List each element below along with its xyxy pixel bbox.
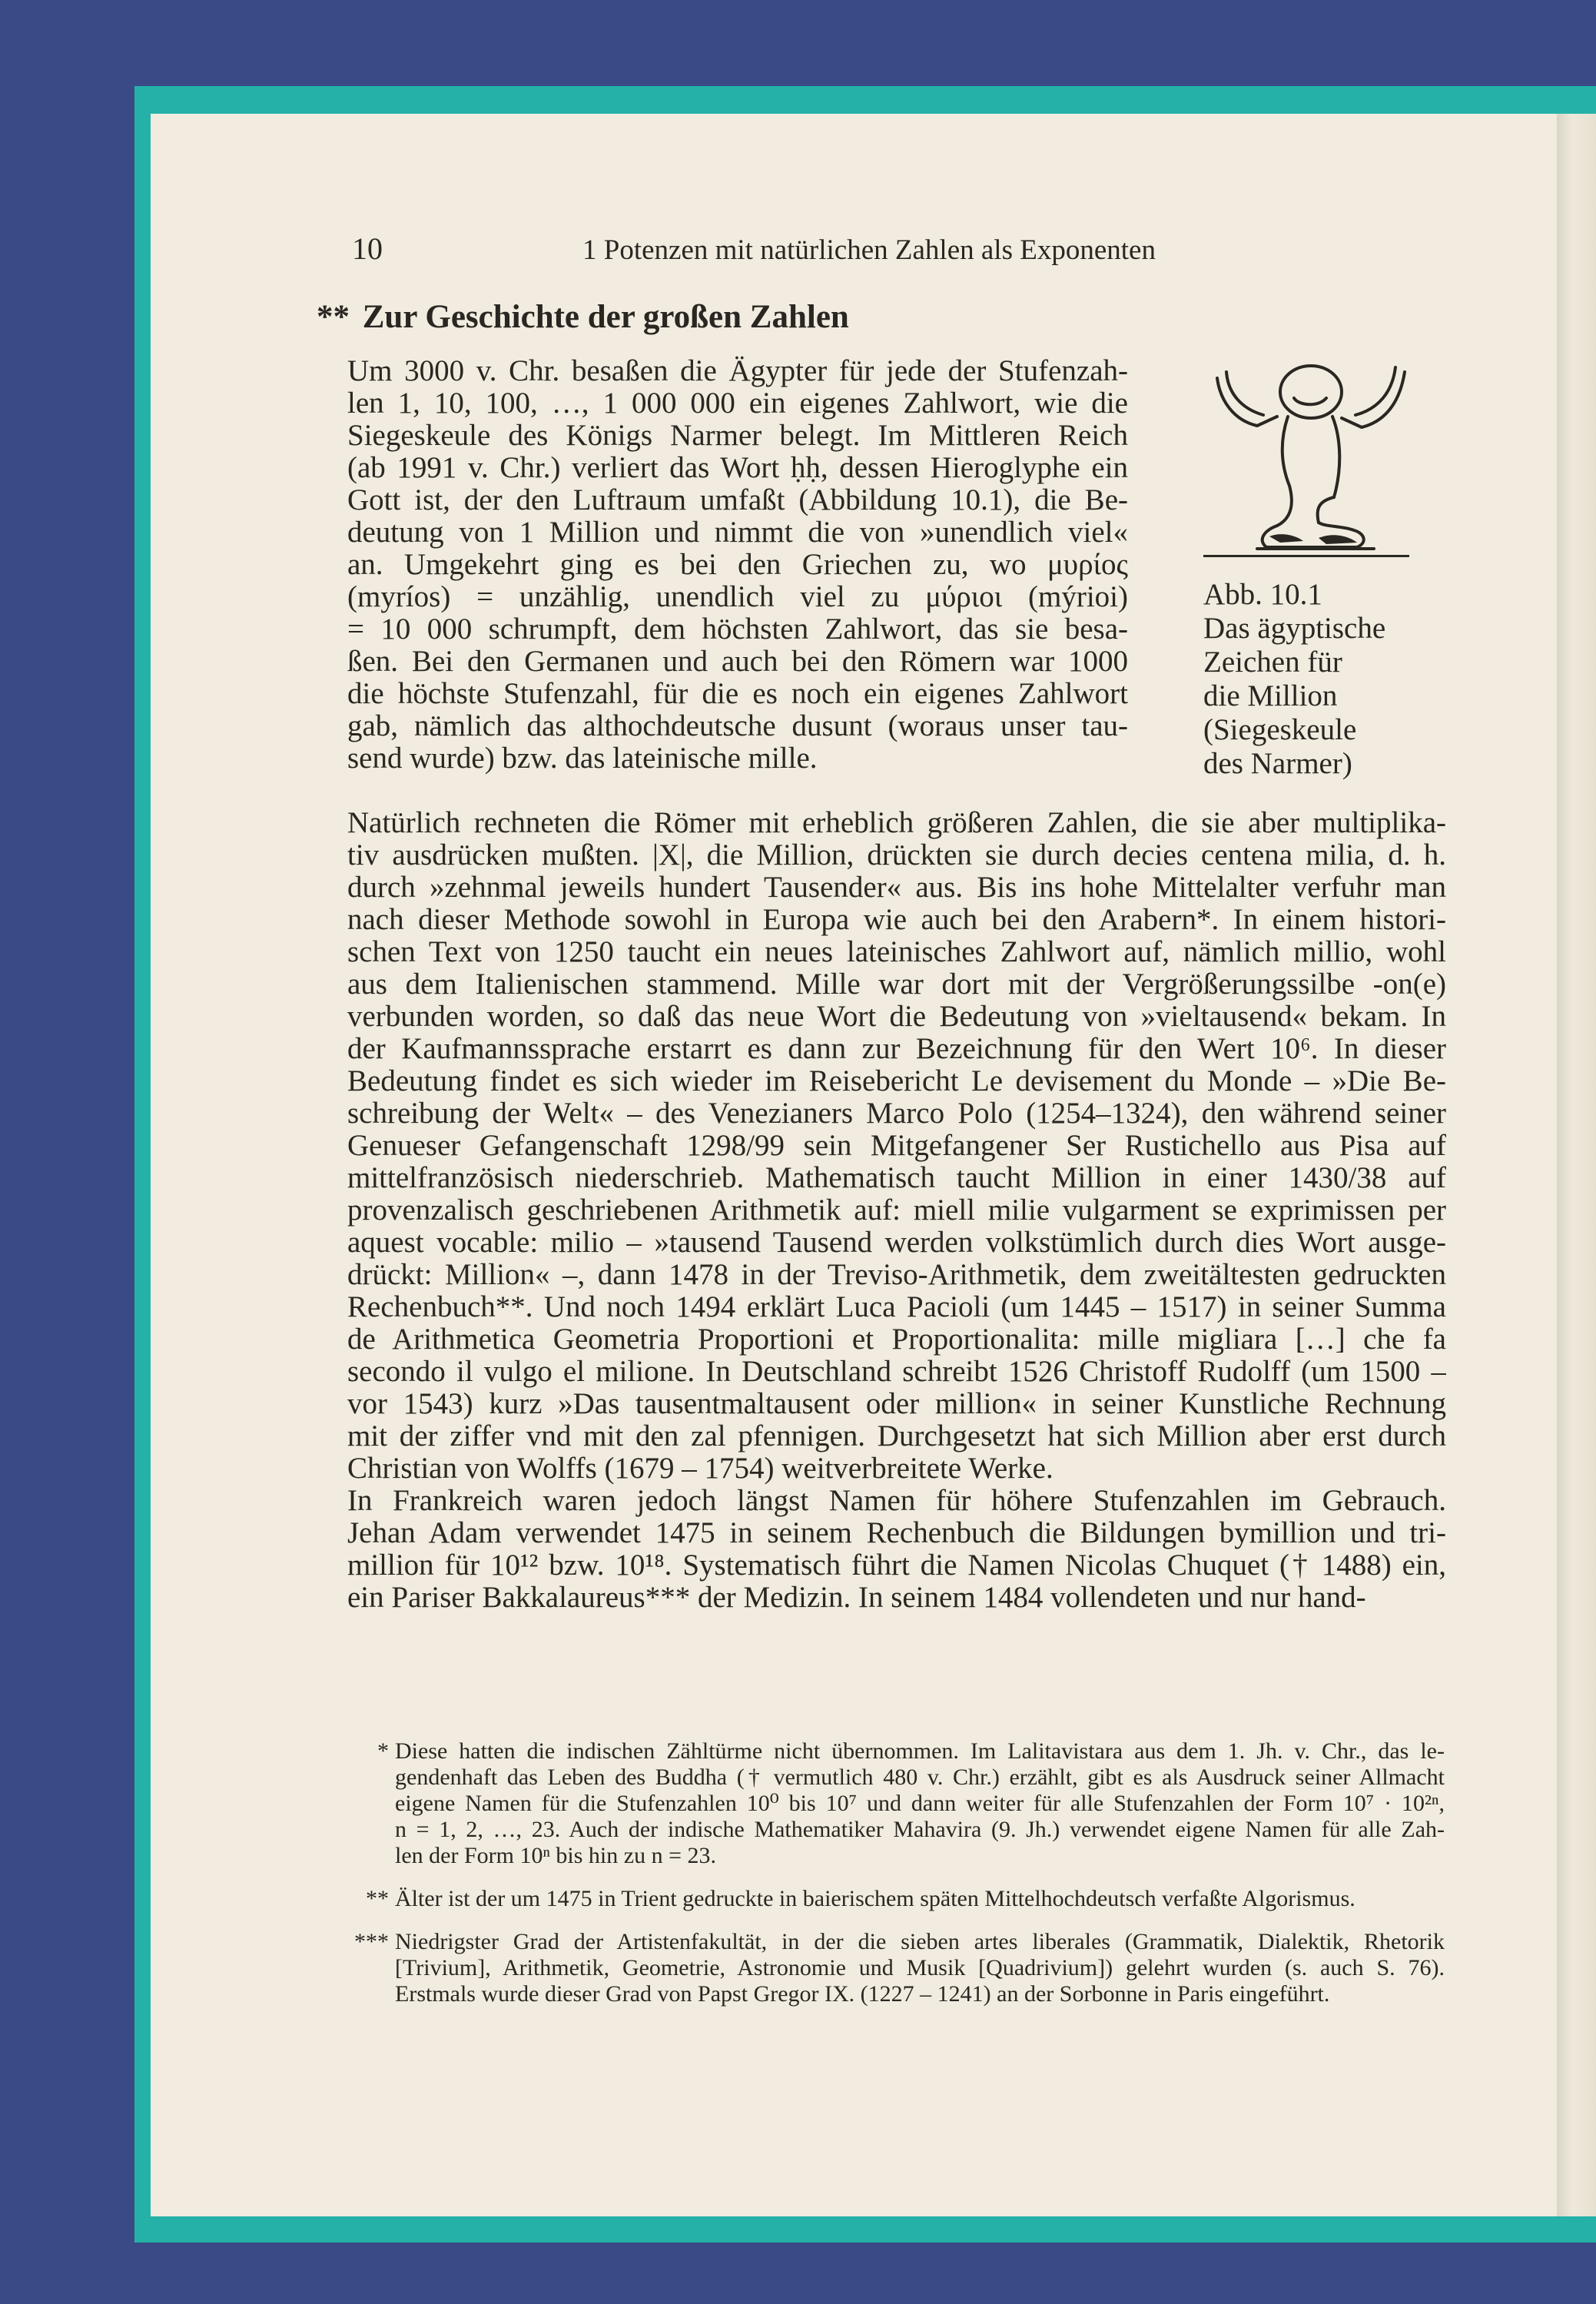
- footnote-line: len der Form 10ⁿ bis hin zu n = 23.: [395, 1843, 716, 1868]
- figure-caption: [1203, 578, 1480, 781]
- body-text-line: ein Pariser Bakkalaureus*** der Medizin. In seinem 1484 vollendeten und nur hand-: [347, 1582, 1366, 1614]
- figure-caption-line: Das ägyptische: [1203, 612, 1386, 645]
- body-text-line: secondo il vulgo el milione. In Deutschland schreibt 1526 Christoff Rudolff (um 1500 –: [347, 1356, 1446, 1388]
- body-text-line: Rechenbuch**. Und noch 1494 erklärt Luca Pacioli (um 1445 – 1517) in seiner Summa: [347, 1291, 1446, 1323]
- body-text-line: deutung von 1 Million und nimmt die von »unendlich viel«: [347, 516, 1128, 549]
- body-text-line: provenzalisch geschriebenen Arithmetik auf: miell milie vulgarment se exprimissen per: [347, 1194, 1446, 1227]
- body-text-line: tiv ausdrücken mußten. |X|, die Million, drückten sie durch decies centena milia, d. h.: [347, 839, 1446, 871]
- body-text-line: Bedeutung findet es sich wieder im Reisebericht Le devisement du Monde – »Die Be-: [347, 1065, 1446, 1097]
- body-text-line: Gott ist, der den Luftraum umfaßt (Abbildung 10.1), die Be-: [347, 484, 1128, 516]
- body-text-line: drückt: Million« –, dann 1478 in der Treviso-Arithmetik, dem zweitältesten gedruckten: [347, 1259, 1446, 1291]
- footnote-line: [Trivium], Arithmetik, Geometrie, Astronomie und Musik [Quadrivium]) gelehrt wurden (s. auch S. 76).: [395, 1955, 1445, 1980]
- body-text-line: die höchste Stufenzahl, für die es noch ein eigenes Zahlwort: [347, 678, 1128, 710]
- footnote-line: Diese hatten die indischen Zähltürme nicht übernommen. Im Lalitavistara aus dem 1. Jh. v. Chr., das le-: [395, 1738, 1445, 1764]
- body-text-line: (ab 1991 v. Chr.) verliert das Wort ḥḥ, dessen Hieroglyphe ein: [347, 452, 1128, 484]
- section-difficulty-stars: **: [317, 299, 350, 335]
- egyptian-hieroglyph-heh-icon: [1203, 355, 1418, 563]
- figure-caption-line: Zeichen für: [1203, 646, 1342, 679]
- body-text-line: durch »zehnmal jeweils hundert Tausender« aus. Bis ins hohe Mittelalter verfuhr man: [347, 871, 1446, 904]
- section-title-text: Zur Geschichte der großen Zahlen: [362, 299, 849, 335]
- body-text-line: Um 3000 v. Chr. besaßen die Ägypter für jede der Stufenzah-: [347, 355, 1128, 387]
- page-number: 10: [352, 231, 383, 266]
- body-text-line: nach dieser Methode sowohl in Europa wie auch bei den Arabern*. In einem histori-: [347, 904, 1446, 936]
- body-text-line: schen Text von 1250 taucht ein neues lateinisches Zahlwort auf, nämlich millio, wohl: [347, 936, 1446, 968]
- footnote-marker: *: [377, 1738, 389, 1764]
- footnotes: [338, 1738, 1445, 2024]
- body-text-line: mit der ziffer vnd mit den zal pfennigen. Durchgesetzt hat sich Million aber erst durch: [347, 1420, 1446, 1452]
- footnote: [338, 1886, 1445, 1912]
- body-text-wide-column: [347, 807, 1446, 1614]
- figure-caption-line: Abb. 10.1: [1203, 578, 1322, 611]
- body-text-line: gab, nämlich das althochdeutsche dusunt (woraus unser tau-: [347, 710, 1128, 742]
- section-title: [317, 298, 849, 336]
- footnote-line: Älter ist der um 1475 in Trient gedruckte in baierischem späten Mittelhochdeutsch verfaßte Algorismus.: [395, 1886, 1355, 1911]
- body-text-line: = 10 000 schrumpft, dem höchsten Zahlwort, das sie besa-: [347, 613, 1128, 646]
- body-text-line: de Arithmetica Geometria Proportioni et Proportionalita: mille migliara […] che fa: [347, 1323, 1446, 1356]
- body-text-line: send wurde) bzw. das lateinische mille.: [347, 742, 818, 775]
- body-text-line: schreibung der Welt« – des Venezianers Marco Polo (1254–1324), den während seiner: [347, 1097, 1446, 1130]
- footnote-line: gendenhaft das Leben des Buddha († vermutlich 480 v. Chr.) erzählt, gibt es als Ausdruck seiner Allmacht: [395, 1765, 1445, 1790]
- body-text-line: aus dem Italienischen stammend. Mille war dort mit der Vergrößerungssilbe -on(e): [347, 968, 1446, 1001]
- body-text-line: In Frankreich waren jedoch längst Namen für höhere Stufenzahlen im Gebrauch.: [347, 1485, 1446, 1517]
- footnote-line: eigene Namen für die Stufenzahlen 10⁰ bis 10⁷ und dann weiter für alle Stufenzahlen der Form 10⁷ · 10²ⁿ,: [395, 1791, 1445, 1816]
- body-text-narrow-column: [347, 355, 1128, 775]
- body-text-line: len 1, 10, 100, …, 1 000 000 ein eigenes Zahlwort, wie die: [347, 387, 1128, 420]
- footnote-line: n = 1, 2, …, 23. Auch der indische Mathematiker Mahavira (9. Jh.) verwendet eigene Namen für alle Zah-: [395, 1817, 1445, 1842]
- footnote-line: Erstmals wurde dieser Grad von Papst Gregor IX. (1227 – 1241) an der Sorbonne in Paris eingeführt.: [395, 1981, 1330, 2007]
- footnote-marker: **: [366, 1886, 389, 1911]
- footnote-line: Niedrigster Grad der Artistenfakultät, in der die sieben artes liberales (Grammatik, Dialektik, Rhetorik: [395, 1929, 1445, 1954]
- body-text-line: verbunden worden, so daß das neue Wort die Bedeutung von »vieltausend« bekam. In: [347, 1001, 1446, 1033]
- footnote: [338, 1738, 1445, 1869]
- body-text-line: Christian von Wolffs (1679 – 1754) weitverbreitete Werke.: [347, 1452, 1053, 1485]
- body-text-line: Natürlich rechneten die Römer mit erheblich größeren Zahlen, die sie aber multiplika-: [347, 807, 1446, 839]
- running-head: [352, 231, 1489, 269]
- body-text-line: Jehan Adam verwendet 1475 in seinem Rechenbuch die Bildungen bymillion und tri-: [347, 1517, 1446, 1549]
- body-text-line: (myríos) = unzählig, unendlich viel zu μύριοι (mýrioi): [347, 581, 1128, 613]
- footnote: [338, 1929, 1445, 2007]
- body-text-line: mittelfranzösisch niederschrieb. Mathematisch taucht Million in einer 1430/38 auf: [347, 1162, 1446, 1194]
- chapter-title: 1 Potenzen mit natürlichen Zahlen als Exponenten: [582, 234, 1156, 266]
- body-text-line: Genueser Gefangenschaft 1298/99 sein Mitgefangener Ser Rustichello aus Pisa auf: [347, 1130, 1446, 1162]
- figure-caption-line: die Million: [1203, 679, 1338, 712]
- figure-caption-line: (Siegeskeule: [1203, 713, 1357, 746]
- body-text-line: der Kaufmannssprache erstarrt es dann zur Bezeichnung für den Wert 10⁶. In dieser: [347, 1033, 1446, 1065]
- page-gutter: [1557, 114, 1596, 2216]
- figure-caption-line: des Narmer): [1203, 747, 1352, 780]
- figure-rule: [1203, 555, 1409, 557]
- body-text-line: ßen. Bei den Germanen und auch bei den Römern war 1000: [347, 646, 1128, 678]
- footnote-marker: ***: [354, 1929, 389, 1954]
- body-text-line: an. Umgekehrt ging es bei den Griechen zu, wo μυρίος: [347, 549, 1128, 581]
- body-text-line: vor 1543) kurz »Das tausentmaltausent oder million« in seiner Kunstliche Rechnung: [347, 1388, 1446, 1420]
- body-text-line: million für 10¹² bzw. 10¹⁸. Systematisch führt die Namen Nicolas Chuquet († 1488) ein,: [347, 1549, 1446, 1582]
- body-text-line: aquest vocable: milio – »tausend Tausend werden volkstümlich durch dies Wort ausge-: [347, 1227, 1446, 1259]
- body-text-line: Siegeskeule des Königs Narmer belegt. Im Mittleren Reich: [347, 420, 1128, 452]
